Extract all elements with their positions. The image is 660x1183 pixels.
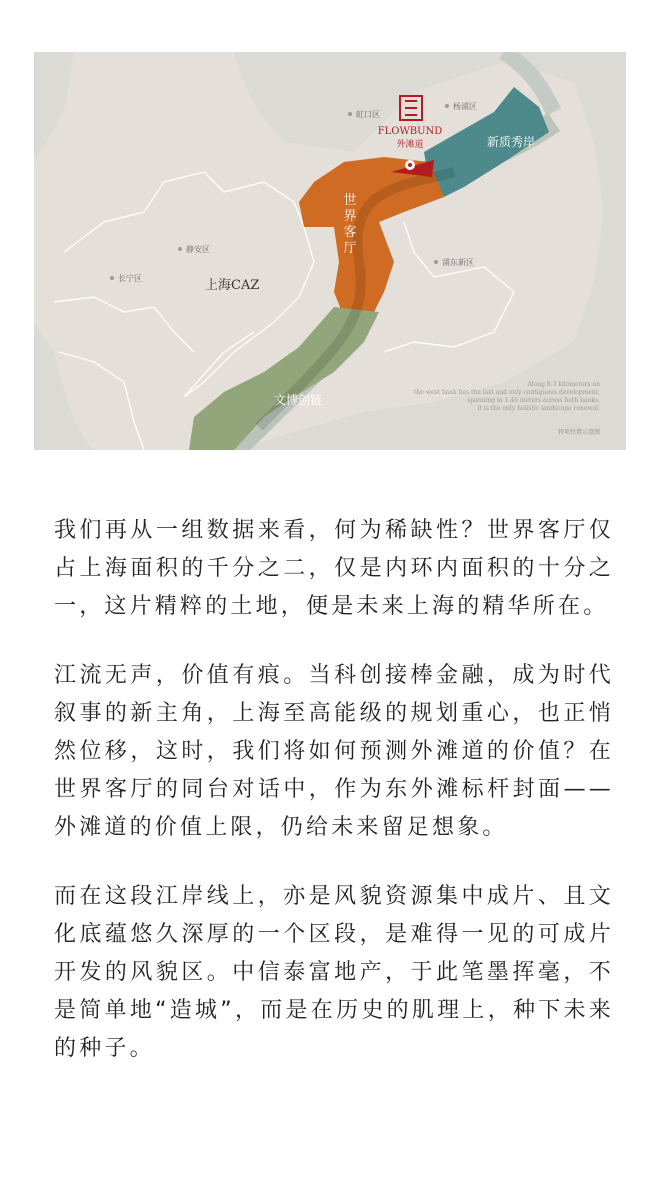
svg-text:厅: 厅 [343,241,357,256]
map-svg [34,52,626,450]
svg-text:the west bank lies the last an: the west bank lies the last and only contiguous development, [414,389,600,396]
paragraph: 而在这段江岸线上，亦是风貌资源集中成片、且文化底蕴悠久深厚的一个区段，是难得一见的可成片开发的风貌区。中信泰富地产，于此笔墨挥毫，不是简单地“造城”，而是在历史的肌理上，种下未来的种子。 [54,884,614,1061]
svg-text:客: 客 [343,225,357,240]
article-body [54,512,614,1099]
district-changning: 长宁区 [118,274,142,283]
svg-text:界: 界 [343,209,357,224]
district-jingan: 静安区 [186,245,210,254]
location-map [34,52,626,450]
district-pudong: 浦东新区 [442,258,474,267]
district-hongkou: 虹口区 [356,110,380,119]
zone-label-caz: 上海CAZ [205,278,260,293]
district-yangpu: 杨浦区 [453,102,477,111]
map-caption: 特项位置示意图 [557,429,600,436]
brand-name-cn: 外滩道 [396,140,424,150]
svg-text:Along 8.3 kilometers on: Along 8.3 kilometers on [527,381,600,388]
zone-label-culture: 文博创链 [274,393,323,407]
paragraph: 我们再从一组数据来看，何为稀缺性？世界客厅仅占上海面积的千分之二，仅是内环内面积的十分之一，这片精粹的土地，便是未来上海的精华所在。 [54,518,614,619]
svg-text:it is the only holistic landsc: it is the only holistic landscape renewal. [477,405,600,412]
brand-name: FLOWBUND [377,126,443,137]
paragraph: 江流无声，价值有痕。当科创接棒金融，成为时代叙事的新主角，上海至高能级的规划重心，也正悄然位移，这时，我们将如何预测外滩道的价值？在世界客厅的同台对话中，作为东外滩标杆封面——外滩道的价值上限，仍给未来留足想象。 [54,663,614,840]
zone-label-new-quality: 新质秀岸 [487,135,536,149]
svg-text:世: 世 [343,193,357,208]
svg-text:spanning in 1.46 meters across: spanning in 1.46 meters across both banks, [467,397,600,404]
